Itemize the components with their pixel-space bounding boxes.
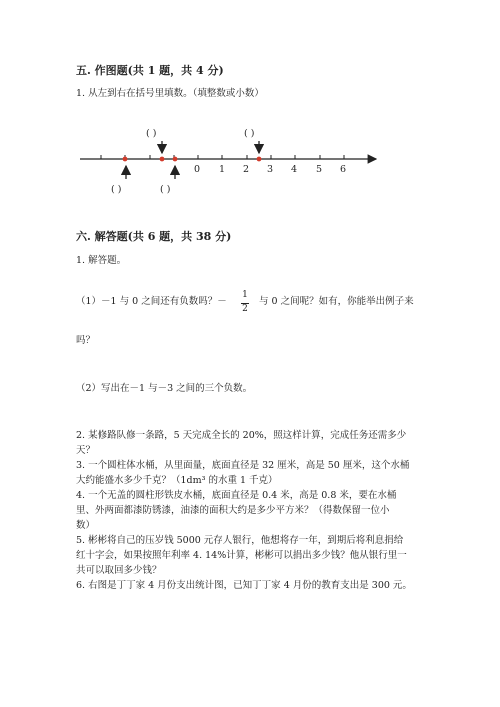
answer-paren-bottom-2: ( ) — [160, 184, 171, 195]
question3-line2: 大约能盛水多少千克？（1dm³ 的水重 1 千克） — [76, 475, 278, 486]
question2-line2: 天？ — [76, 445, 96, 456]
question4-line2: 里、外两面都漆防锈漆，油漆的面积大约是多少平方米？（得数保留一位小 — [76, 505, 390, 516]
question5-line1: 5. 彬彬将自己的压岁钱 5000 元存人银行，他想将存一年，到期后将利息捐给 — [76, 535, 404, 546]
section5-question1: 1. 从左到右在括号里填数。（填整数或小数） — [76, 88, 264, 99]
question4-line3: 数） — [76, 520, 96, 531]
tick-label-3: 3 — [267, 164, 274, 175]
tick-label-2: 2 — [243, 164, 250, 175]
question1-part2-text: （2）写出在－1 与－3 之间的三个负数。 — [76, 383, 253, 394]
point-d — [257, 157, 262, 162]
tick-label-4: 4 — [291, 164, 298, 175]
tick-label-1: 1 — [219, 164, 226, 175]
answer-paren-top-2: ( ) — [244, 128, 255, 139]
answer-paren-top-1: ( ) — [146, 128, 157, 139]
tick-label-0: 0 — [194, 164, 201, 175]
question5-line3: 共可以取回多少钱？ — [76, 565, 162, 576]
question6-line1: 6. 右图是丁丁家 4 月份支出统计图，已知丁丁家 4 月份的教育支出是 300 元。 — [76, 580, 412, 591]
question1-part1-text-c: 吗？ — [76, 335, 96, 346]
fraction-numerator: 1 — [242, 290, 248, 300]
fraction-denominator: 2 — [242, 304, 248, 314]
section5-heading: 五. 作图题(共 1 题，共 4 分) — [76, 64, 224, 77]
question3-line1: 3. 一个圆柱体水桶，从里面量，底面直径是 32 厘米，高是 50 厘米，这个水桶 — [76, 460, 410, 471]
answer-paren-bottom-1: ( ) — [111, 184, 122, 195]
point-c — [173, 157, 178, 162]
question5-line2: 红十字会，如果按照年利率 4. 14%计算，彬彬可以捐出多少钱？他从银行里一 — [76, 550, 407, 561]
question1-part1-text-a: （1）－1 与 0 之间还有负数吗？－ — [76, 296, 227, 307]
section6-question1: 1. 解答题。 — [76, 255, 127, 266]
point-b — [160, 157, 165, 162]
tick-label-5: 5 — [316, 164, 323, 175]
ticks — [101, 155, 344, 159]
question2-line1: 2. 某修路队修一条路，5 天完成全长的 20%，照这样计算，完成任务还需多少 — [76, 430, 407, 441]
point-a — [123, 157, 128, 162]
section6-heading: 六. 解答题(共 6 题，共 38 分) — [76, 230, 232, 243]
question4-line1: 4. 一个无盖的圆柱形铁皮水桶，底面直径是 0.4 米，高是 0.8 米，要在水桶 — [76, 490, 397, 501]
tick-label-6: 6 — [340, 164, 347, 175]
question1-part1-text-b: 与 0 之间呢？如有，你能举出例子来 — [259, 296, 414, 307]
